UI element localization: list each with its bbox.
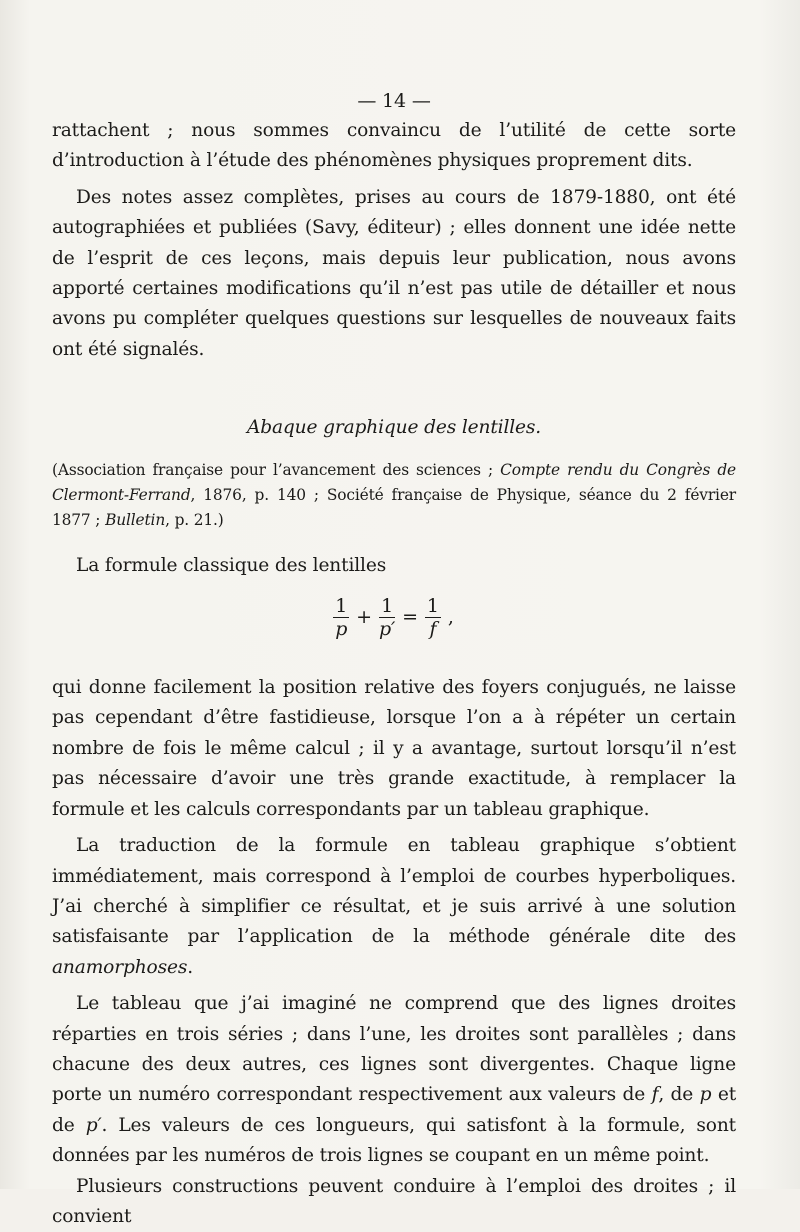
formula-intro: La formule classique des lentilles: [76, 554, 387, 576]
paragraph-4: [52, 831, 736, 983]
equals-sign: =: [402, 606, 418, 629]
citation-part-3: , p. 21.): [165, 510, 224, 529]
paragraph-5: [52, 989, 736, 1171]
section-heading: Abaque graphique des lentilles.: [246, 417, 542, 439]
numerator: 1: [379, 595, 395, 618]
lens-formula: [52, 595, 736, 653]
plus-sign: +: [356, 606, 372, 629]
paragraph-6: Plusieurs constructions peuvent conduire à l’emploi des droites ; il convient: [52, 1175, 736, 1227]
formula-comma: ,: [447, 606, 454, 629]
p4-text: La traduction de la formule en tableau graphique s’obtient immédiatement, mais correspond à l’emploi de courbes hyperboliques. J’ai cherché à simplifier ce résultat, et je suis arrivé à une solution satisfaisante par l’application de la méthode générale dite des: [52, 835, 736, 948]
fraction-1-over-f: [425, 595, 441, 640]
numerator: 1: [335, 595, 348, 618]
p4-italic: anamorphoses: [52, 956, 188, 978]
page-number: — 14 —: [357, 90, 431, 112]
fraction-1-over-p: [333, 595, 349, 640]
citation: [52, 458, 736, 533]
citation-bulletin: Bulletin: [105, 510, 166, 529]
denominator-f: f: [429, 618, 437, 641]
p5-end: . Les valeurs de ces longueurs, qui satisfont à la formule, sont données par les numéros de trois lignes se coupant en un même point.: [52, 1114, 736, 1167]
p5-text: Le tableau que j’ai imaginé ne comprend que des lignes droites réparties en trois séries ; dans l’une, les droites sont parallèles ; dans chacune des deux autres, ces lignes sont divergentes. Chaque ligne porte un numéro correspondant respectivement aux valeurs de: [52, 993, 736, 1106]
paragraph-1: rattachent ; nous sommes convaincu de l’utilité de cette sorte d’introduction à l’étude des phénomènes physiques proprement dits.: [52, 120, 736, 172]
citation-part-2: , 1876, p. 140 ; Société française de Physique, séance du 2 février 1877 ;: [52, 485, 736, 529]
citation-part-1: (Association française pour l’avancement des sciences ;: [52, 460, 501, 479]
p5-var-p-prime: p′: [85, 1114, 102, 1136]
denominator-p-prime: p′: [378, 618, 396, 641]
fraction-1-over-p-prime: [379, 595, 395, 640]
p4-end: .: [187, 956, 193, 978]
page-body: [52, 86, 736, 1232]
paragraph-2: Des notes assez complètes, prises au cours de 1879-1880, ont été autographiées et publiées (Savy, éditeur) ; elles donnent une idée nette de l’esprit de ces leçons, mais depuis leur publication, nous avons apporté certaines modifications qu’il n’est pas utile de détailler et nous avons pu compléter quelques questions sur lesquelles de nouveaux faits ont été signalés.: [52, 186, 736, 360]
p5-mid-2: et de: [52, 1084, 737, 1136]
numerator: 1: [426, 595, 439, 618]
p5-var-p: p: [699, 1084, 712, 1106]
citation-compte-rendu: Compte rendu du Congrès de Clermont-Ferrand: [52, 460, 736, 504]
denominator-p: p: [335, 618, 348, 641]
p5-var-f: f: [651, 1084, 659, 1106]
paragraph-3: qui donne facilement la position relative des foyers conjugués, ne laisse pas cependant d’être fastidieuse, lorsque l’on a à répéter un certain nombre de fois le même calcul ; il y a avantage, surtout lorsqu’il n’est pas nécessaire d’avoir une très grande exactitude, à remplacer la formule et les calculs correspondants par un tableau graphique.: [52, 677, 736, 820]
p5-mid-1: , de: [658, 1084, 700, 1106]
